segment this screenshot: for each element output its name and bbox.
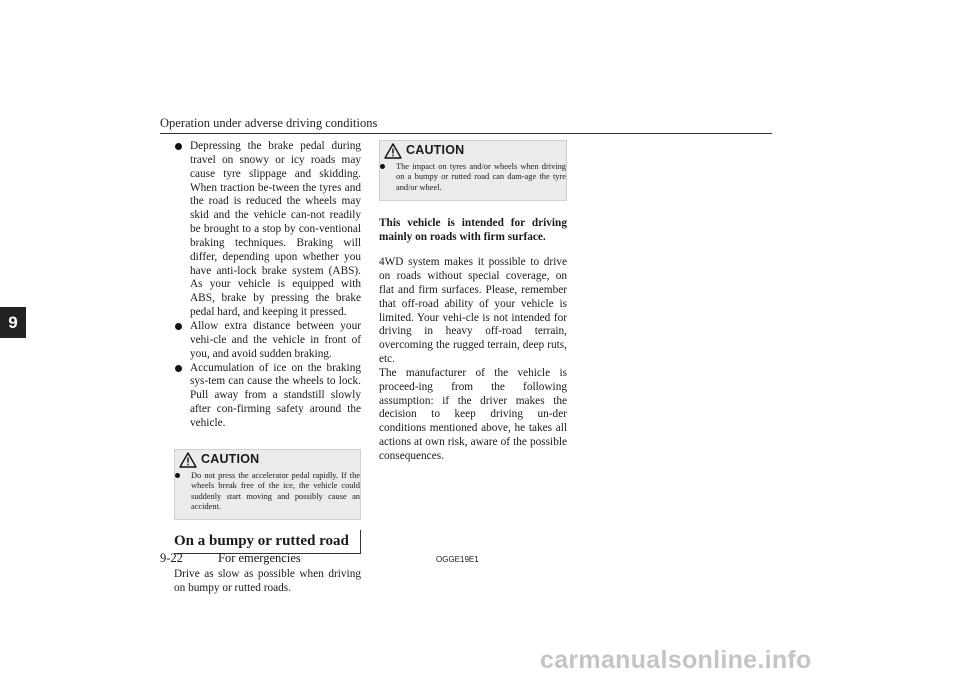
warning-triangle-icon [384,143,402,159]
caution-title: CAUTION [201,451,260,466]
list-item [174,320,361,362]
intended-use-note: This vehicle is intended for driving mainly on roads with firm surface. [379,217,567,244]
chapter-name: For emergencies [218,551,301,565]
caution-header [175,450,360,471]
right-column [379,140,567,464]
caution-item [380,162,566,193]
caution-box [174,449,361,521]
watermark: carmanualsonline.info [540,646,812,674]
caution-list [175,471,360,513]
caution-title: CAUTION [406,143,465,158]
section-text: Drive as slow as possible when driving on bumpy or rutted roads. [174,568,361,595]
document-code: OGGE19E1 [436,555,479,564]
caution-box [379,140,567,201]
caution-list [380,162,566,193]
caution-item-text: Do not press the accelerator pedal rapidly. If the wheels break free of the ice, the vehicle could suddenly start moving and possibly cause an accident. [191,470,360,511]
bullet-list [174,140,361,431]
caution-header [380,141,566,162]
warning-triangle-icon [179,452,197,468]
caution-item [175,471,360,513]
header-rule [160,133,772,134]
bullet-dot-icon [175,473,180,478]
body-paragraph: The manufacturer of the vehicle is proceed-ing from the following assumption: if the driver makes the decision to keep driving un-der conditions mentioned above, he takes all actions at own risk, aware of the possible consequences. [379,366,567,463]
bullet-dot-icon [175,323,182,330]
body-paragraph: 4WD system makes it possible to drive on roads without special coverage, on flat and firm surfaces. Please, remember that off-road ability of your vehicle is limited. Your vehi-cle is not intended for driving in heavy off-road terrain, overcoming the rugged terrain, deep ruts, etc. [379,256,567,366]
page-number: 9-22 [160,551,183,565]
bullet-dot-icon [380,164,385,169]
bullet-dot-icon [175,143,182,150]
header-title: Operation under adverse driving conditions [160,116,378,130]
list-item-text: Allow extra distance between your vehi-cle and the vehicle in front of you, and avoid sudden braking. [190,319,361,360]
section-heading: On a bumpy or rutted road [174,530,361,554]
list-item [174,362,361,431]
list-item-text: Depressing the brake pedal during travel on snowy or icy roads may cause tyre slippage and skidding. When traction be-tween the tyres and the road is reduced the wheels may skid and the vehicle can-not readily be brought to a stop by con-ventional braking techniques. Braking will differ, depending upon whether you have anti-lock brake system (ABS). As your vehicle is equipped with ABS, brake by pressing the brake pedal hard, and keeping it pressed. [190,140,361,319]
bullet-dot-icon [175,365,182,372]
list-item [174,140,361,320]
left-column [174,140,361,607]
chapter-tab: 9 [0,307,26,338]
list-item-text: Accumulation of ice on the braking sys-tem can cause the wheels to lock. Pull away from a standstill slowly after con-firming safety around the vehicle. [190,361,361,429]
caution-item-text: The impact on tyres and/or wheels when driving on a bumpy or rutted road can dam-age the tyre and/or wheel. [396,162,566,192]
